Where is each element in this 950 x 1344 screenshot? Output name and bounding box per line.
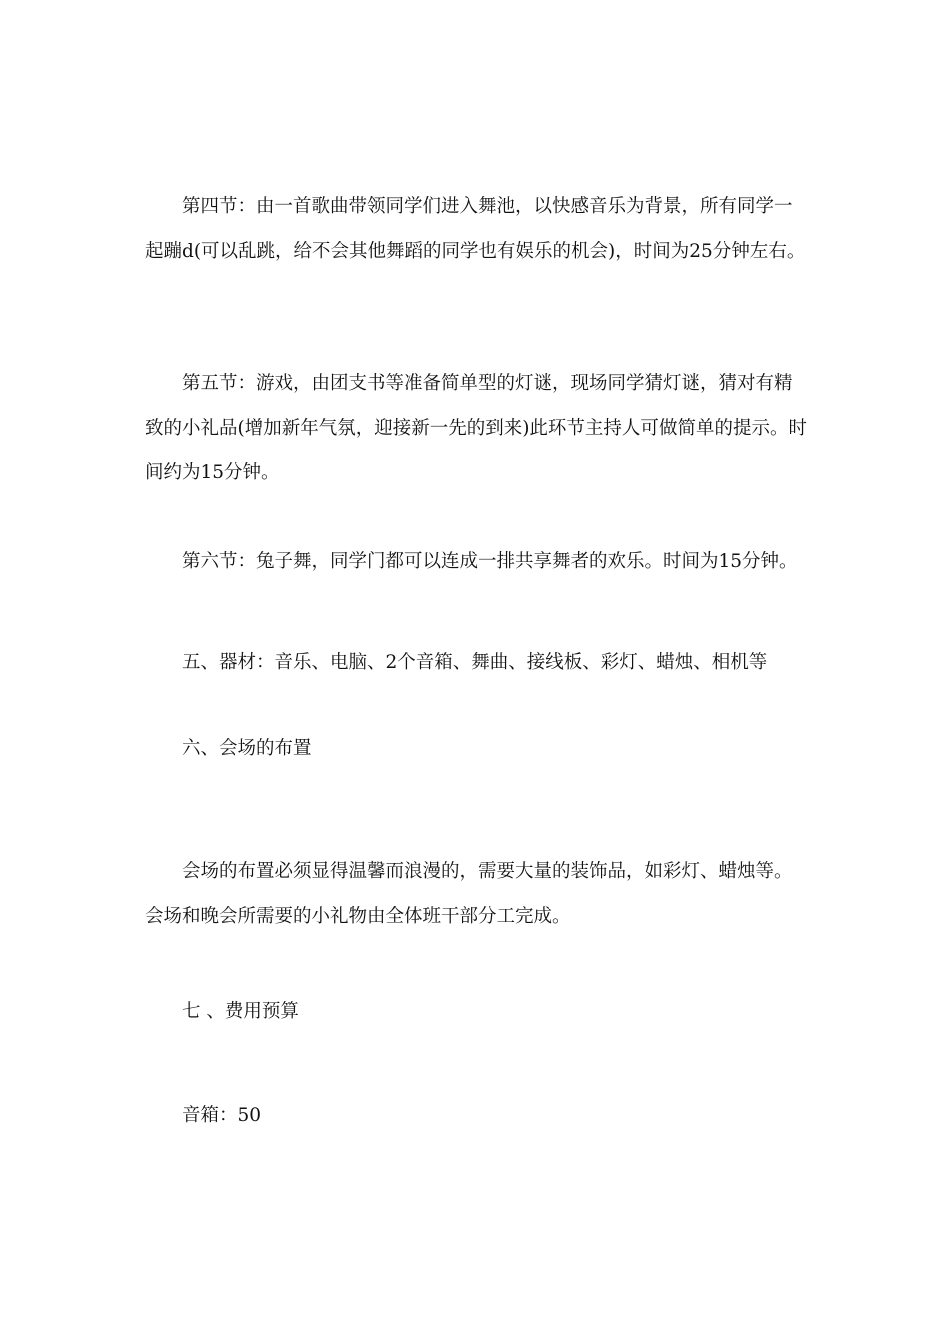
paragraph-section-five: 第五节：游戏，由团支书等准备简单型的灯谜，现场同学猜灯谜，猜对有精致的小礼品(增加新年气氛，迎接新一先的到来)此环节主持人可做简单的提示。时间约为15分钟。 xyxy=(145,373,807,483)
heading-budget: 七 、费用预算 xyxy=(182,1001,299,1022)
paragraph-section-six: 第六节：兔子舞，同学门都可以连成一排共享舞者的欢乐。时间为15分钟。 xyxy=(182,551,798,572)
paragraph-equipment: 五、器材：音乐、电脑、2个音箱、舞曲、接线板、彩灯、蜡烛、相机等 xyxy=(182,652,768,673)
heading-venue-layout: 六、会场的布置 xyxy=(182,738,312,759)
paragraph-section-four: 第四节：由一首歌曲带领同学们进入舞池，以快感音乐为背景，所有同学一起蹦d(可以乱跳，给不会其他舞蹈的同学也有娱乐的机会)，时间为25分钟左右。 xyxy=(145,196,806,262)
paragraph-budget-speakers: 音箱：50 xyxy=(182,1105,262,1126)
paragraph-venue-layout: 会场的布置必须显得温馨而浪漫的，需要大量的装饰品，如彩灯、蜡烛等。会场和晚会所需要的小礼物由全体班干部分工完成。 xyxy=(145,861,793,927)
